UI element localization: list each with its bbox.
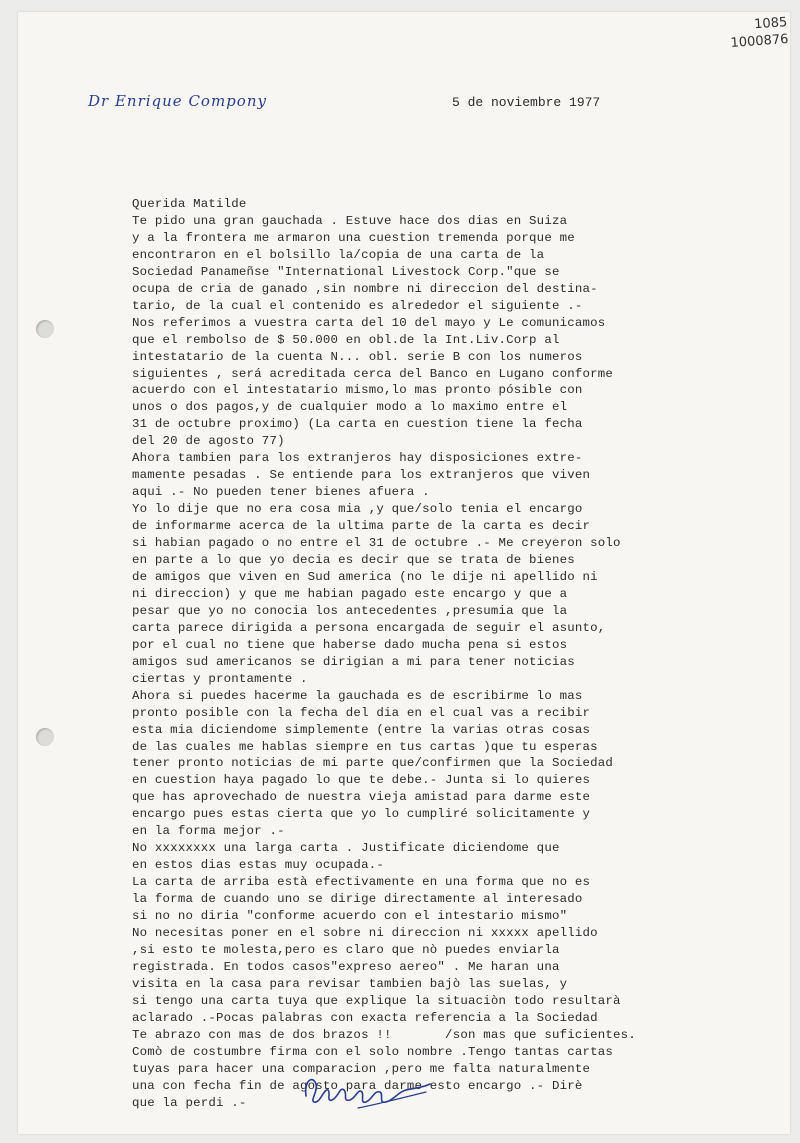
letter-line: que el rembolso de $ 50.000 en obl.de la Int.Liv.Corp al — [132, 332, 560, 347]
letter-line: acuerdo con el intestatario mismo,lo mas pronto pósible con — [132, 383, 583, 398]
archive-code: 1000876 — [730, 31, 790, 51]
letter-line: La carta de arriba està efectivamente en una forma que no es — [132, 875, 591, 890]
letter-line: ni direccion) y que me habian pagado este encargo y que a — [132, 586, 568, 601]
letter-line: la forma de cuando uno se dirige directamente al interesado — [132, 892, 583, 907]
letter-line: si tengo una carta tuya que explique la situaciòn todo resultarà — [132, 993, 621, 1008]
letter-line: tuyas para hacer una comparacion ,pero me falta naturalmente — [132, 1061, 591, 1076]
letter-line: pronto posible con la fecha del dia en el cual vas a recibir — [132, 705, 591, 720]
letter-line: tener pronto noticias de mi parte que/confirmen que la Sociedad — [132, 756, 614, 771]
letter-line: Comò de costumbre firma con el solo nombre .Tengo tantas cartas — [132, 1044, 614, 1059]
letter-line: Querida Matilde — [132, 197, 247, 211]
letter-line: Te abrazo con mas de dos brazos !! /son mas que suficientes. — [132, 1027, 636, 1042]
letter-line: del 20 de agosto 77) — [132, 434, 285, 449]
letter-line: aclarado .-Pocas palabras con exacta referencia a la Sociedad — [132, 1010, 598, 1025]
letter-body — [132, 196, 772, 1111]
letter-line: si habian pagado o no entre el 31 de octubre .- Me creyeron solo — [132, 536, 621, 551]
letter-line: mamente pesadas . Se entiende para los extranjeros que viven — [132, 468, 591, 483]
letter-line: encontraron en el bolsillo la/copia de una carta de la — [132, 247, 545, 262]
letter-line: tario, de la cual el contenido es alrededor el siguiente .- — [132, 298, 583, 313]
letter-line: de las cuales me hablas siempre en tus cartas )que tu esperas — [132, 739, 598, 754]
letter-line: No xxxxxxxx una larga carta . Justificate diciendome que — [132, 841, 560, 856]
letter-line: ciertas y prontamente . — [132, 671, 308, 686]
letter-line: en parte a lo que yo decia es decir que se trata de bienes — [132, 553, 575, 568]
letter-line: y a la frontera me armaron una cuestion tremenda porque me — [132, 230, 575, 245]
letter-line: que has aprovechado de nuestra vieja amistad para darme este — [132, 790, 591, 805]
letter-line: de informarme acerca de la ultima parte de la carta es decir — [132, 519, 591, 534]
letter-line: No necesitas poner en el sobre ni direccion ni xxxxx apellido — [132, 925, 598, 940]
punch-hole-bottom — [36, 728, 54, 746]
letter-line: intestatario de la cuenta N... obl. serie B con los numeros — [132, 349, 583, 364]
letter-line: en la forma mejor .- — [132, 824, 285, 839]
letter-line: una con fecha fin de agosto para darme esto encargo .- Dirè — [132, 1078, 583, 1093]
letter-line: en cuestion haya pagado lo que te debe.- Junta si lo quieres — [132, 773, 591, 788]
punch-hole-top — [36, 320, 54, 338]
letter-line: esta mia diciendome simplemente (entre la varias otras cosas — [132, 722, 591, 737]
letter-line: Nos referimos a vuestra carta del 10 del mayo y Le comunicamos — [132, 315, 606, 330]
archive-codes — [729, 14, 789, 52]
letter-line: carta parece dirigida a persona encargada de seguir el asunto, — [132, 620, 606, 635]
letter-line: que la perdi .- — [132, 1095, 247, 1110]
archive-code: 1085 — [753, 15, 788, 33]
letter-line: Ahora si puedes hacerme la gauchada es de escribirme lo mas — [132, 688, 583, 703]
letter-line: Yo lo dije que no era cosa mia ,y que/solo tenia el encargo — [132, 502, 583, 517]
letter-line: amigos sud americanos se dirigian a mi para tener noticias — [132, 654, 575, 669]
letter-line: ,si esto te molesta,pero es claro que nò puedes enviarla — [132, 942, 560, 957]
letter-line: pesar que yo no conocia los antecedentes ,presumia que la — [132, 603, 568, 618]
handwritten-signature — [298, 1058, 448, 1118]
letter-line: unos o dos pagos,y de cualquier modo a lo maximo entre el — [132, 400, 568, 415]
letter-line: si no no diria "conforme acuerdo con el intestario mismo" — [132, 909, 568, 924]
letter-line: registrada. En todos casos"expreso aereo" . Me haran una — [132, 959, 560, 974]
letter-line: visita en la casa para revisar tambien bajò las suelas, y — [132, 976, 568, 991]
letter-line: 31 de octubre proximo) (La carta en cuestion tiene la fecha — [132, 417, 583, 432]
letter-line: encargo pues estas cierta que yo lo cumpliré solicitamente y — [132, 807, 591, 822]
letter-line: siguientes , será acreditada cerca del Banco en Lugano conforme — [132, 366, 614, 381]
letter-line: Te pido una gran gauchada . Estuve hace dos dias en Suiza — [132, 213, 568, 228]
letter-line: de amigos que viven en Sud america (no le dije ni apellido ni — [132, 569, 598, 584]
letterhead-name: Dr Enrique Compony — [88, 92, 267, 110]
letter-line: por el cual no tiene que haberse dado mucha pena si estos — [132, 637, 568, 652]
letter-line: Ahora tambien para los extranjeros hay disposiciones extre- — [132, 451, 583, 466]
letter-date: 5 de noviembre 1977 — [452, 95, 601, 110]
letter-line: ocupa de cria de ganado ,sin nombre ni direccion del destina- — [132, 281, 598, 296]
letter-line: Sociedad Panameñse "International Livestock Corp."que se — [132, 264, 560, 279]
letter-line: en estos dias estas muy ocupada.- — [132, 858, 384, 873]
letter-line: aqui .- No pueden tener bienes afuera . — [132, 485, 430, 500]
